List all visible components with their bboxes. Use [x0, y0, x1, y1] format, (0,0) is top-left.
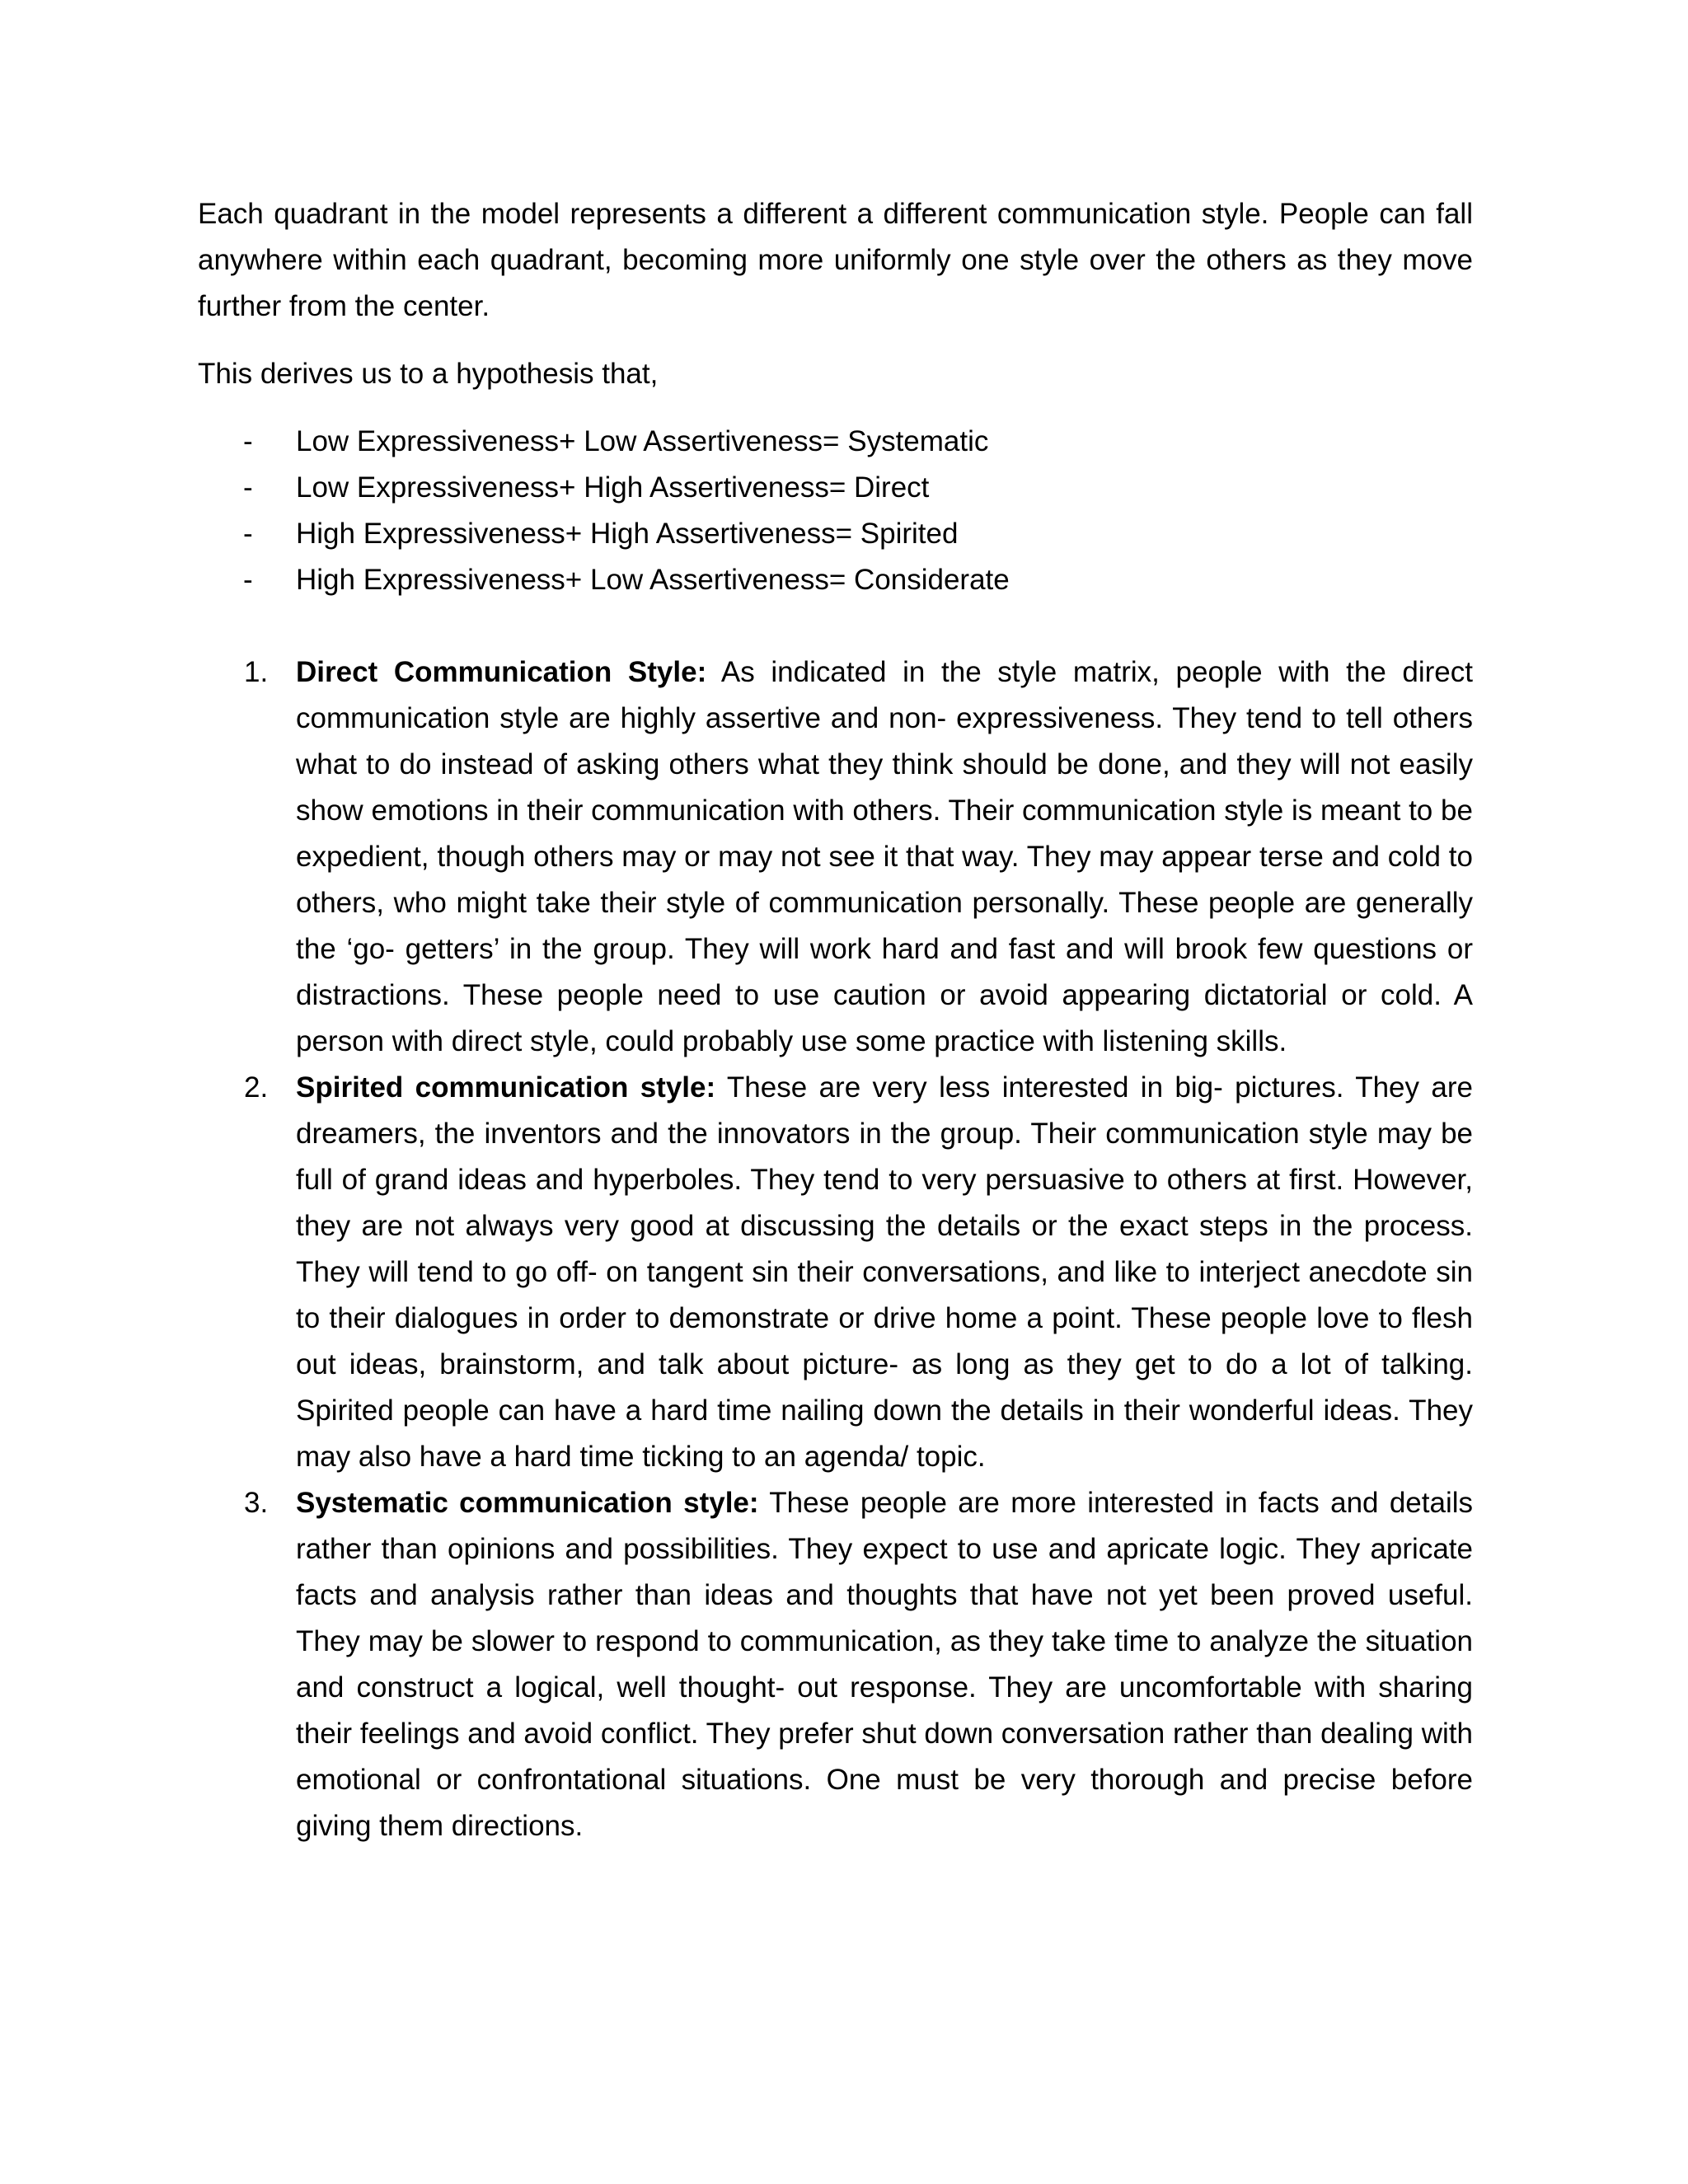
list-number: 2. [244, 1071, 269, 1104]
hypothesis-text: High Expressiveness+ High Assertiveness= Spirited [296, 518, 959, 550]
style-body: As indicated in the style matrix, people with the direct communication style are highly assertive and non- expressiveness. They tend to tell others what to do instead of asking others what they think should be done, and they will not easily show emotions in their communication with others. Their communication style is meant to be expedient, though others may or may not see it that way. They may appear terse and cold to others, who might take their style of communication personally. These people are generally the ‘go- getters’ in the group. They will work hard and fast and will brook few questions or distractions. These people need to use caution or avoid appearing dictatorial or cold. A person with direct style, could probably use some practice with listening skills. [296, 656, 1473, 1057]
hypothesis-item [198, 511, 1473, 557]
style-title: Direct Communication Style: [296, 656, 707, 688]
hypothesis-text: High Expressiveness+ Low Assertiveness= Considerate [296, 564, 1010, 596]
list-dash: - [243, 564, 253, 596]
list-dash: - [243, 518, 253, 550]
hypothesis-lead: This derives us to a hypothesis that, [198, 358, 659, 390]
style-item-spirited [198, 1065, 1473, 1480]
style-item-systematic [198, 1480, 1473, 1849]
style-body: These are very less interested in big- pictures. They are dreamers, the inventors and the innovators in the group. Their communication style may be full of grand ideas and hyperboles. They tend to very persuasive to others at first. However, they are not always very good at discussing the details or the exact steps in the process. They will tend to go off- on tangent sin their conversations, and like to interject anecdote sin to their dialogues in order to demonstrate or drive home a point. These people love to flesh out ideas, brainstorm, and talk about picture- as long as they get to do a lot of talking. Spirited people can have a hard time nailing down the details in their wonderful ideas. They may also have a hard time ticking to an agenda/ topic. [296, 1071, 1474, 1473]
list-number: 3. [244, 1487, 269, 1519]
list-number: 1. [244, 656, 269, 688]
hypothesis-item [198, 419, 1473, 465]
list-dash: - [243, 425, 253, 457]
hypothesis-text: Low Expressiveness+ Low Assertiveness= Systematic [296, 425, 989, 457]
style-body: These people are more interested in facts and details rather than opinions and possibilities. They expect to use and apricate logic. They apricate facts and analysis rather than ideas and thoughts that have not yet been proved useful. They may be slower to respond to communication, as they take time to analyze the situation and construct a logical, well thought- out response. They are uncomfortable with sharing their feelings and avoid conflict. They prefer shut down conversation rather than dealing with emotional or confrontational situations. One must be very thorough and precise before giving them directions. [296, 1487, 1474, 1842]
style-title: Systematic communication style: [296, 1487, 759, 1519]
hypothesis-item [198, 557, 1473, 603]
document-page [198, 191, 1473, 1849]
communication-styles-list [198, 649, 1473, 1849]
list-dash: - [243, 471, 253, 504]
style-item-direct [198, 649, 1473, 1065]
style-title: Spirited communication style: [296, 1071, 716, 1104]
intro-paragraph: Each quadrant in the model represents a different a different communication style. People can fall anywhere within each quadrant, becoming more uniformly one style over the others as they move further from the center. [198, 198, 1473, 322]
hypothesis-text: Low Expressiveness+ High Assertiveness= Direct [296, 471, 930, 504]
hypothesis-list [198, 419, 1473, 603]
hypothesis-item [198, 465, 1473, 511]
